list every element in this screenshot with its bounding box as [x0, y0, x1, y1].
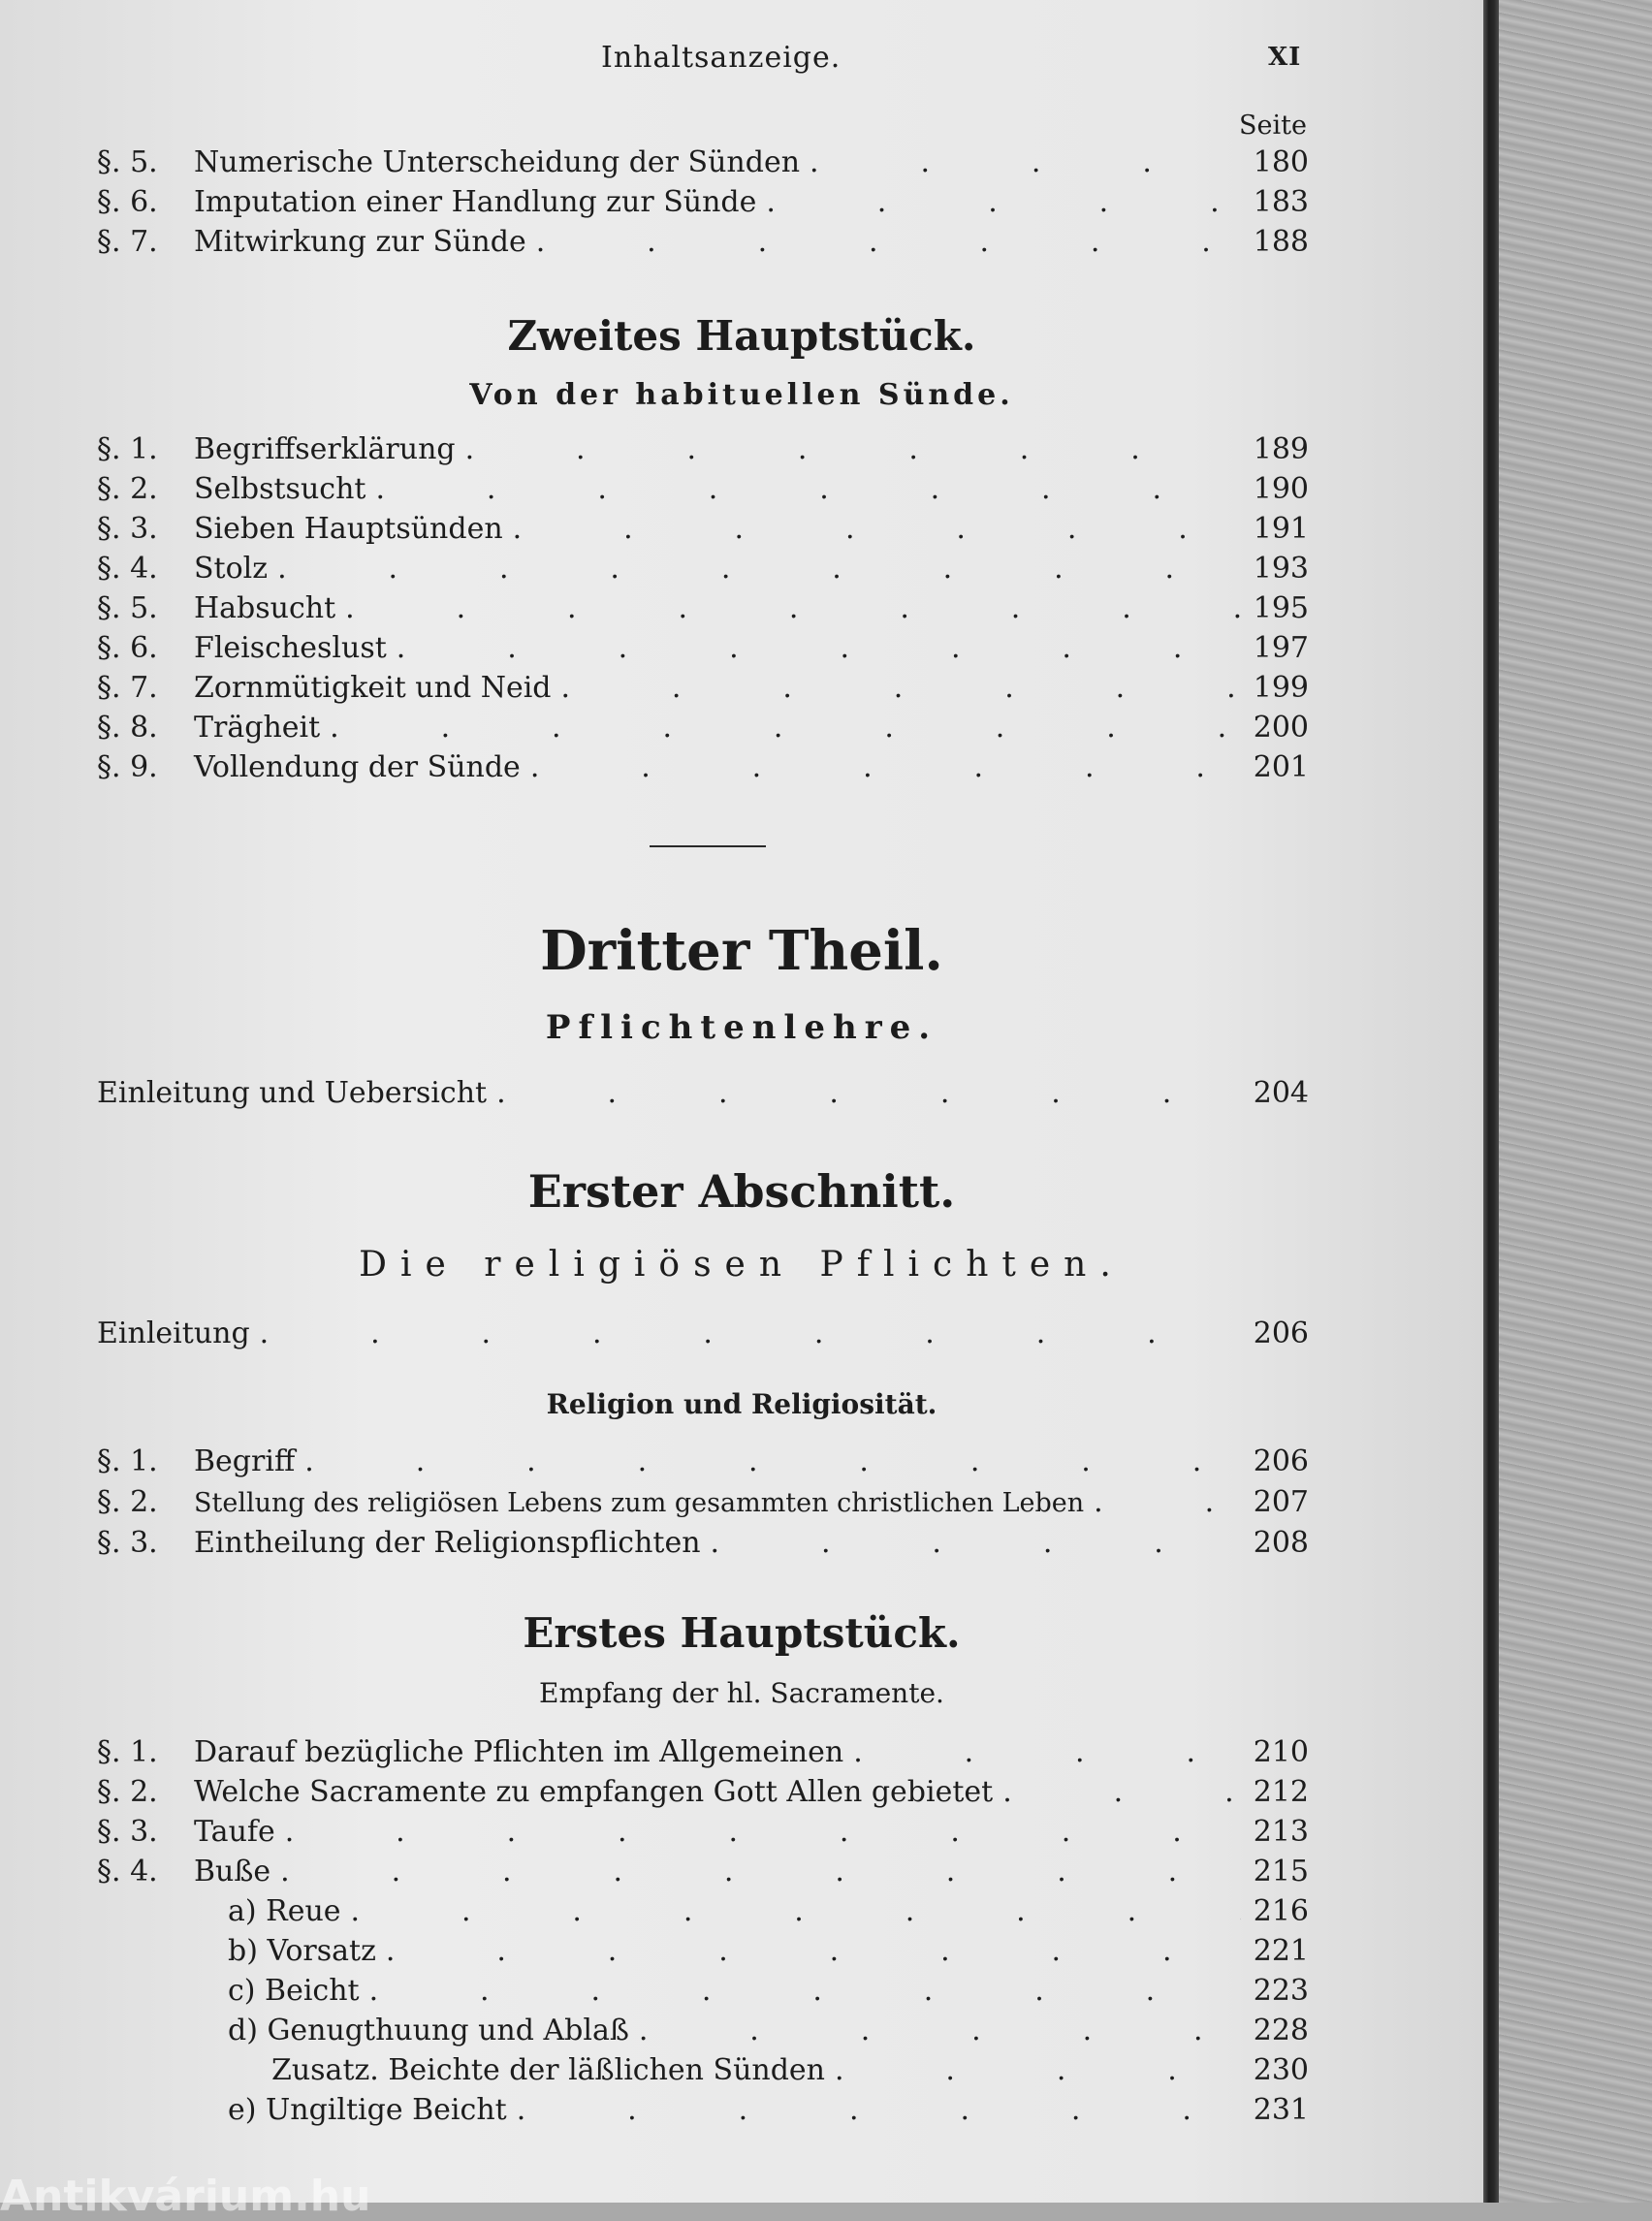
section-subheading: Die religiösen Pflichten.: [359, 1245, 1125, 1285]
entry-title: a) Reue: [228, 1894, 341, 1928]
leader-dots: [496, 1076, 1241, 1110]
toc-entry: [97, 1076, 1309, 1115]
toc-entry: [97, 1444, 1309, 1483]
entry-page: 180: [1253, 145, 1309, 179]
toc-subentry: [97, 2014, 1309, 2052]
entry-title: Welche Sacramente zu empfangen Gott Allen gebietet: [194, 1775, 994, 1809]
entry-page: 189: [1253, 432, 1309, 466]
toc-entry: [97, 1526, 1309, 1565]
entry-page: 213: [1253, 1815, 1309, 1849]
section-heading: Erstes Hauptstück.: [523, 1609, 961, 1657]
entry-page: 216: [1253, 1894, 1309, 1928]
toc-entry: [97, 512, 1309, 551]
entry-number: §. 7.: [97, 671, 158, 705]
part-heading: Dritter Theil.: [540, 919, 943, 983]
toc-entry: [97, 1775, 1309, 1814]
leader-dots: [304, 1444, 1241, 1478]
leader-dots: [1094, 1485, 1241, 1519]
toc-entry: [97, 591, 1309, 630]
leader-dots: [536, 225, 1241, 259]
entry-title: Habsucht: [194, 591, 336, 625]
toc-entry: [97, 750, 1309, 789]
running-head: [0, 41, 1483, 79]
entry-page: 206: [1253, 1444, 1309, 1478]
toc-entry: [97, 552, 1309, 590]
toc-entry: [97, 631, 1309, 670]
toc-entry: [97, 1815, 1309, 1854]
leader-dots: [810, 145, 1241, 179]
toc-subentry: [97, 1894, 1309, 1933]
leader-dots: [517, 2093, 1241, 2127]
entry-number: §. 6.: [97, 185, 158, 219]
entry-number: §. 9.: [97, 750, 158, 784]
entry-page: 223: [1253, 1974, 1309, 2008]
leader-dots: [345, 591, 1241, 625]
entry-page: 210: [1253, 1735, 1309, 1769]
entry-number: §. 2.: [97, 472, 158, 506]
entry-title: Begriff: [194, 1444, 296, 1478]
leader-dots: [375, 472, 1241, 506]
entry-page: 191: [1253, 512, 1309, 546]
leader-dots: [351, 1894, 1241, 1928]
section-subheading: Empfang der hl. Sacramente.: [539, 1677, 944, 1709]
page-number: XI: [1268, 43, 1302, 72]
section-subheading: Von der habituellen Sünde.: [469, 378, 1014, 412]
entry-page: 200: [1253, 711, 1309, 745]
leader-dots: [853, 1735, 1241, 1769]
entry-page: 221: [1253, 1934, 1309, 1968]
entry-title: c) Beicht: [228, 1974, 360, 2008]
entry-number: §. 1.: [97, 1444, 158, 1478]
leader-dots: [1002, 1775, 1241, 1809]
toc-entry: [97, 225, 1309, 264]
entry-title: b) Vorsatz: [228, 1934, 376, 1968]
entry-title: Sieben Hauptsünden: [194, 512, 503, 546]
entry-title: Stellung des religiösen Lebens zum gesammten christlichen Leben: [194, 1488, 1085, 1518]
entry-number: §. 5.: [97, 145, 158, 179]
leader-dots: [386, 1934, 1241, 1968]
subsection-heading: Religion und Religiosität.: [546, 1388, 937, 1420]
leader-dots: [561, 671, 1242, 705]
entry-number: §. 3.: [97, 512, 158, 546]
entry-number: §. 1.: [97, 1735, 158, 1769]
toc-subentry: [97, 1974, 1309, 2013]
leader-dots: [369, 1974, 1241, 2008]
entry-title: Darauf bezügliche Pflichten im Allgemeinen: [194, 1735, 844, 1769]
entry-title: Selbstsucht: [194, 472, 366, 506]
leader-dots: [835, 2053, 1241, 2087]
entry-title: Mitwirkung zur Sünde: [194, 225, 526, 259]
entry-page: 207: [1253, 1485, 1309, 1519]
entry-title: Einleitung und Uebersicht: [97, 1076, 488, 1110]
entry-page: 188: [1253, 225, 1309, 259]
entry-number: §. 8.: [97, 711, 158, 745]
entry-title: Trägheit: [194, 711, 321, 745]
entry-page: 212: [1253, 1775, 1309, 1809]
leader-dots: [465, 432, 1241, 466]
leader-dots: [285, 1815, 1241, 1849]
toc-entry: [97, 185, 1309, 224]
toc-subentry: [97, 1934, 1309, 1973]
entry-number: §. 7.: [97, 225, 158, 259]
toc-entry: [97, 1485, 1309, 1524]
entry-title: Vollendung der Sünde: [194, 750, 521, 784]
toc-entry: [97, 1855, 1309, 1893]
entry-title: Zornmütigkeit und Neid: [194, 671, 552, 705]
entry-page: 204: [1253, 1076, 1309, 1110]
entry-title: Eintheilung der Religionspflichten: [194, 1526, 701, 1560]
toc-entry: [97, 145, 1309, 184]
entry-title: Stolz: [194, 552, 269, 586]
entry-number: §. 2.: [97, 1485, 158, 1519]
entry-title: Begriffserklärung: [194, 432, 456, 466]
entry-number: §. 4.: [97, 552, 158, 586]
entry-title: Numerische Unterscheidung der Sünden: [194, 145, 801, 179]
entry-page: 197: [1253, 631, 1309, 665]
leader-dots: [766, 185, 1241, 219]
entry-number: §. 3.: [97, 1526, 158, 1560]
entry-number: §. 6.: [97, 631, 158, 665]
part-subheading: Pflichtenlehre.: [545, 1008, 938, 1047]
leader-dots: [397, 631, 1241, 665]
entry-number: §. 3.: [97, 1815, 158, 1849]
section-heading: Zweites Hauptstück.: [507, 312, 976, 360]
leader-dots: [639, 2014, 1241, 2047]
leader-dots: [260, 1317, 1241, 1350]
entry-number: §. 2.: [97, 1775, 158, 1809]
toc-entry: [97, 1735, 1309, 1774]
toc-entry: [97, 432, 1309, 471]
entry-page: 183: [1253, 185, 1309, 219]
toc-entry: [97, 1317, 1309, 1355]
section-heading: Erster Abschnitt.: [527, 1165, 956, 1218]
toc-entry: [97, 472, 1309, 511]
leader-dots: [280, 1855, 1241, 1888]
entry-title: d) Genugthuung und Ablaß: [228, 2014, 629, 2047]
seite-label: Seite: [1239, 111, 1307, 141]
entry-page: 208: [1253, 1526, 1309, 1560]
toc-entry: [97, 711, 1309, 749]
entry-title: Zusatz. Beichte der läßlichen Sünden: [271, 2053, 825, 2087]
entry-number: §. 5.: [97, 591, 158, 625]
watermark: Antikvárium.hu: [0, 2172, 371, 2221]
divider-rule: [650, 845, 766, 847]
toc-subentry: [97, 2053, 1309, 2092]
entry-title: Einleitung: [97, 1317, 250, 1350]
entry-page: 206: [1253, 1317, 1309, 1350]
entry-title: Fleischeslust: [194, 631, 387, 665]
entry-page: 195: [1253, 591, 1309, 625]
entry-number: §. 4.: [97, 1855, 158, 1888]
entry-title: Imputation einer Handlung zur Sünde: [194, 185, 757, 219]
leader-dots: [513, 512, 1241, 546]
entry-title: Buße: [194, 1855, 271, 1888]
entry-title: Taufe: [194, 1815, 275, 1849]
toc-entry: [97, 671, 1309, 710]
entry-page: 228: [1253, 2014, 1309, 2047]
entry-page: 199: [1253, 671, 1309, 705]
entry-page: 230: [1253, 2053, 1309, 2087]
leader-dots: [277, 552, 1241, 586]
running-title: Inhaltsanzeige.: [601, 41, 842, 75]
background-surface: [1499, 0, 1652, 2203]
entry-title: e) Ungiltige Beicht: [228, 2093, 507, 2127]
entry-number: §. 1.: [97, 432, 158, 466]
leader-dots: [530, 750, 1241, 784]
toc-subentry: [97, 2093, 1309, 2132]
entry-page: 190: [1253, 472, 1309, 506]
leader-dots: [330, 711, 1241, 745]
entry-page: 231: [1253, 2093, 1309, 2127]
book-cover-edge: [1483, 0, 1499, 2203]
entry-page: 201: [1253, 750, 1309, 784]
entry-page: 193: [1253, 552, 1309, 586]
entry-page: 215: [1253, 1855, 1309, 1888]
leader-dots: [711, 1526, 1241, 1560]
